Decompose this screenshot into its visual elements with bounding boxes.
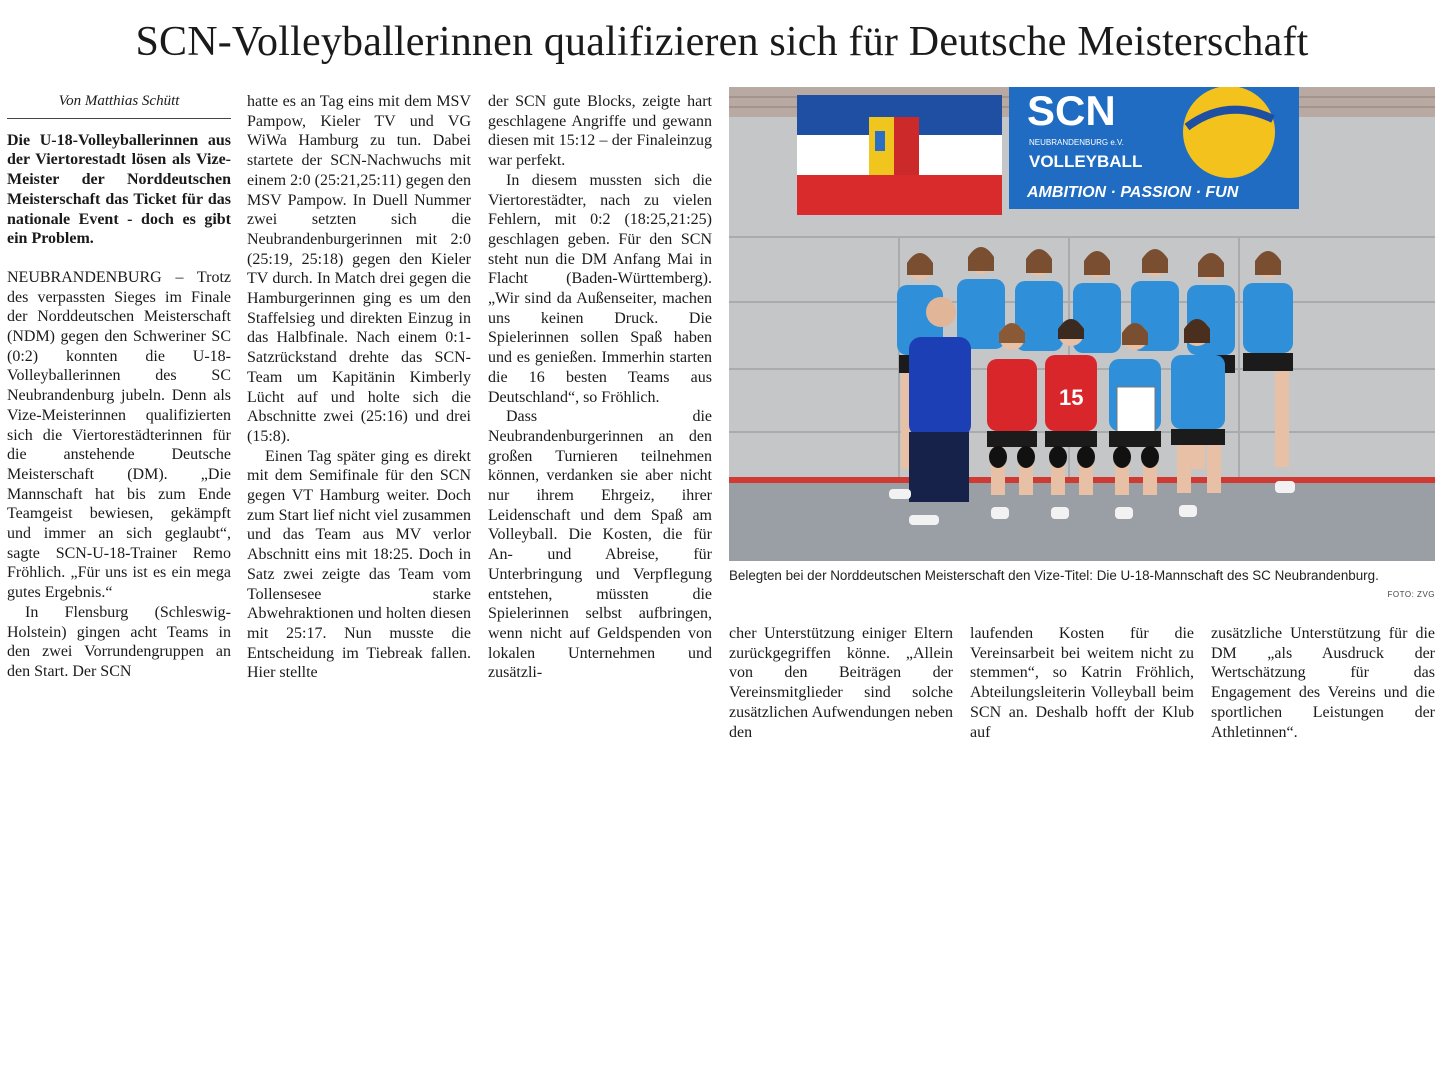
body-paragraph: hatte es an Tag eins mit dem MSV Pampow, Kieler TV und VG WiWa Hamburg zu tun. Dabei startete der SCN-Nachwuchs mit einem 2:0 (25:21,25:11) gegen den MSV Pampow. In Duell Nummer zwei setzten sich die Neubrandenburgerinnen mit 2:0 (25:19, 25:18) gegen den Kieler TV durch. In Match drei gegen die Hamburgerinnen ging es um den Staffelsieg und direkten Einzug in das Halbfinale. Nach einem 0:1-Satzrückstand drehte das SCN-Team um Kapitänin Kimberly Lücht auf und holte sich die Abschnitte zwei (25:16) und drei (15:8).: [247, 93, 471, 445]
article-column-4: [729, 624, 953, 742]
banner-slogan: AMBITION · PASSION · FUN: [1027, 184, 1239, 201]
article-column-2: [247, 92, 471, 683]
byline: Von Matthias Schütt: [7, 92, 231, 119]
team-photo-illustration: [729, 87, 1435, 561]
body-paragraph: In diesem mussten sich die Viertorestädter, nach zu vielen Fehlern, mit 0:2 (18:25,21:25) geschlagen geben. Für den SCN steht nun die DM Anfang Mai in Flacht (Baden-Württemberg). „Wir sind da Außenseiter, machen uns keinen Druck. Die Spielerinnen sollen Spaß haben und es genießen. Immerhin starten die 16 besten Teams aus Deutschland“, so Fröhlich.: [488, 171, 712, 406]
club-banner: [1009, 87, 1299, 209]
article-column-1: [7, 92, 231, 682]
article-column-6: [1211, 624, 1435, 742]
photo-caption: Belegten bei der Norddeutschen Meisterschaft den Vize-Titel: Die U-18-Mannschaft des SC Neubrandenburg.: [729, 568, 1379, 583]
banner-subtitle: NEUBRANDENBURG e.V.: [1029, 138, 1124, 147]
body-paragraph: Dass die Neubrandenburgerinnen an den großen Turnieren teilnehmen können, verdanken sie aber nicht nur ihrem Ehrgeiz, ihrer Leidenschaft und dem Spaß am Volleyball. Die Kosten, die für An- und Abreise, für Unterbringung und Verpflegung entstehen, müssten die Spielerinnen selbst aufbringen, wenn nicht auf Geldspenden von lokalen Unternehmen und zusätzli-: [488, 408, 712, 682]
body-paragraph: der SCN gute Blocks, zeigte hart geschlagene Angriffe und gewann diesen mit 15:12 – der Finaleinzug war perfekt.: [488, 93, 712, 170]
jersey-number: 15: [1059, 385, 1084, 410]
body-paragraph: In Flensburg (Schleswig-Holstein) gingen acht Teams in den zwei Vorrundengruppen an den Start. Der SCN: [7, 603, 231, 680]
article-column-3: [488, 92, 712, 683]
body-paragraph: zusätzliche Unterstützung für die DM „als Ausdruck der Wertschätzung für das Engagement des Vereins und die sportlichen Leistungen der Athletinnen“.: [1211, 625, 1435, 741]
lead-paragraph: Die U-18-Volleyballerinnen aus der Viertorestadt lösen als Vize-Meister der Norddeutschen Meisterschaft das Ticket für das nationale Event - doch es gibt ein Problem.: [7, 131, 231, 248]
body-paragraph: NEUBRANDENBURG – Trotz des verpassten Sieges im Finale der Norddeutschen Meisterschaft (NDM) gegen den Schweriner SC (0:2) konnten die U-18-Volleyballerinnen des SC Neubrandenburg jubeln. Denn als Vize-Meisterinnen qualifizierten sich die Viertorestädterinnen für die anstehende Deutsche Meisterschaft (DM). „Die Mannschaft hat bis zum Ende Teamgeist bewiesen, gekämpft und immer an sich geglaubt“, sagte SCN-U-18-Trainer Remo Fröhlich. „Für uns ist es ein mega gutes Ergebnis.“: [7, 268, 231, 602]
banner-title: VOLLEYBALL: [1029, 152, 1143, 171]
banner-logo: SCN: [1027, 87, 1116, 134]
body-paragraph: cher Unterstützung einiger Eltern zurückgegriffen könne. „Allein von den Beiträgen der Vereinsmitglieder sind solche zusätzlichen Aufwendungen neben den: [729, 625, 953, 741]
team-photo: [729, 87, 1435, 561]
headline: SCN-Volleyballerinnen qualifizieren sich für Deutsche Meisterschaft: [135, 19, 1309, 65]
body-paragraph: Einen Tag später ging es direkt mit dem Semifinale für den SCN gegen VT Hamburg weiter. Doch zum Start lief nicht viel zusammen und das Team aus MV verlor Abschnitt eins mit 18:25. Doch in Satz zwei zeigte das Team vom Tollensesee starke Abwehraktionen und holten diesen mit 25:17. Nun musste die Entscheidung im Tiebreak fallen. Hier stellte: [247, 447, 471, 682]
photo-credit: FOTO: ZVG: [1387, 590, 1435, 599]
body-paragraph: laufenden Kosten für die Vereinsarbeit bei weitem nicht zu stemmen“, so Katrin Fröhlich, Abteilungsleiterin Volleyball beim SCN an. Deshalb hofft der Klub auf: [970, 625, 1194, 741]
flag: [797, 95, 1002, 215]
article-column-5: [970, 624, 1194, 742]
